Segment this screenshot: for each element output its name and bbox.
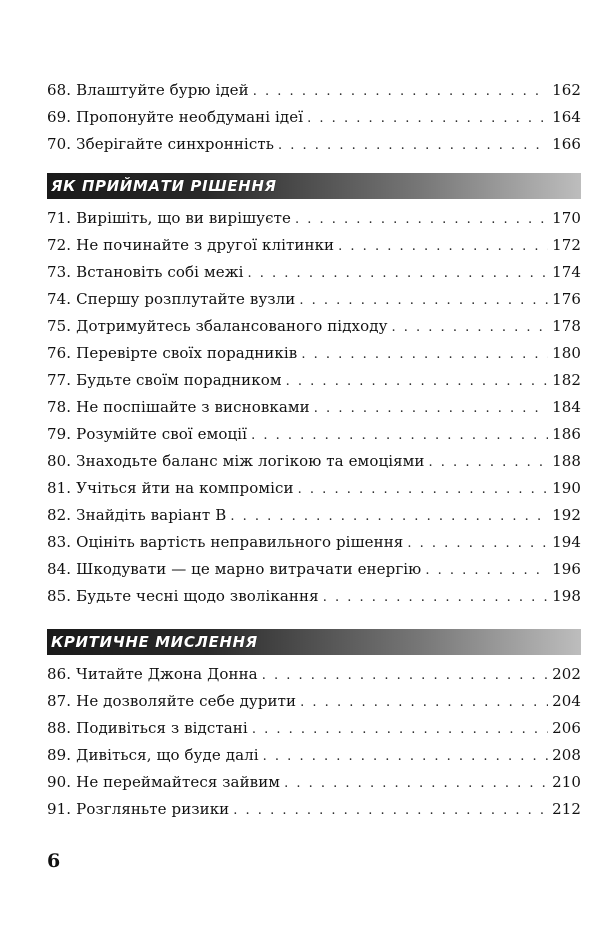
entry-page-number: 198	[552, 587, 581, 605]
dot-leader	[299, 287, 548, 314]
page-number: 6	[47, 850, 61, 872]
toc-entry[interactable]	[47, 529, 581, 556]
entry-page-number: 166	[552, 135, 581, 153]
entry-page-number: 180	[552, 344, 581, 362]
entry-number: 79.	[47, 425, 72, 443]
entry-title: Будьте своїм порадником	[76, 371, 282, 389]
dot-leader	[253, 78, 548, 105]
dot-leader	[323, 584, 548, 611]
entry-page-number: 172	[552, 236, 581, 254]
entry-page-number: 190	[552, 479, 581, 497]
entry-title: Перевірте своїх порадників	[76, 344, 298, 362]
section-title: ЯК ПРИЙМАТИ РІШЕННЯ	[51, 177, 277, 195]
toc-group-critical-thinking	[47, 661, 581, 823]
entry-page-number: 196	[552, 560, 581, 578]
entry-number: 80.	[47, 452, 72, 470]
toc-entry[interactable]	[47, 661, 581, 688]
entry-number: 89.	[47, 746, 72, 764]
entry-page-number: 206	[552, 719, 581, 737]
dot-leader	[295, 206, 548, 233]
dot-leader	[284, 770, 548, 797]
entry-number: 70.	[47, 135, 72, 153]
toc-group-decisions	[47, 205, 581, 610]
toc-entry[interactable]	[47, 232, 581, 259]
entry-number: 91.	[47, 800, 72, 818]
entry-number: 76.	[47, 344, 72, 362]
entry-number: 72.	[47, 236, 72, 254]
dot-leader	[429, 449, 549, 476]
entry-page-number: 208	[552, 746, 581, 764]
toc-entry[interactable]	[47, 394, 581, 421]
entry-number: 83.	[47, 533, 72, 551]
entry-number: 71.	[47, 209, 72, 227]
dot-leader	[252, 716, 548, 743]
entry-title: Не переймайтеся зайвим	[76, 773, 281, 791]
dot-leader	[338, 233, 548, 260]
dot-leader	[262, 662, 548, 689]
section-title: КРИТИЧНЕ МИСЛЕННЯ	[51, 633, 258, 651]
entry-page-number: 202	[552, 665, 581, 683]
entry-page-number: 194	[552, 533, 581, 551]
toc-entry[interactable]	[47, 742, 581, 769]
toc-entry[interactable]	[47, 259, 581, 286]
entry-title: Учіться йти на компроміси	[76, 479, 294, 497]
entry-title: Пропонуйте необдумані ідеї	[76, 108, 304, 126]
entry-number: 84.	[47, 560, 72, 578]
entry-title: Шкодувати — це марно витрачати енергію	[76, 560, 422, 578]
entry-number: 81.	[47, 479, 72, 497]
dot-leader	[298, 476, 548, 503]
entry-page-number: 182	[552, 371, 581, 389]
entry-page-number: 186	[552, 425, 581, 443]
dot-leader	[233, 797, 548, 824]
entry-number: 90.	[47, 773, 72, 791]
toc-group-ideas	[47, 77, 581, 158]
entry-title: Читайте Джона Донна	[76, 665, 258, 683]
entry-number: 78.	[47, 398, 72, 416]
entry-title: Оцініть вартість неправильного рішення	[76, 533, 404, 551]
entry-page-number: 178	[552, 317, 581, 335]
entry-title: Не дозволяйте себе дурити	[76, 692, 297, 710]
toc-entry[interactable]	[47, 205, 581, 232]
dot-leader	[300, 689, 548, 716]
entry-page-number: 192	[552, 506, 581, 524]
entry-number: 74.	[47, 290, 72, 308]
entry-number: 69.	[47, 108, 72, 126]
toc-entry[interactable]	[47, 448, 581, 475]
entry-page-number: 164	[552, 108, 581, 126]
entry-title: Знайдіть варіант B	[76, 506, 227, 524]
dot-leader	[286, 368, 548, 395]
dot-leader	[407, 530, 548, 557]
entry-number: 68.	[47, 81, 72, 99]
entry-title: Встановіть собі межі	[76, 263, 244, 281]
entry-title: Не починайте з другої клітинки	[76, 236, 335, 254]
entry-title: Розумійте свої емоції	[76, 425, 248, 443]
toc-entry[interactable]	[47, 502, 581, 529]
toc-entry[interactable]	[47, 556, 581, 583]
entry-title: Знаходьте баланс між логікою та емоціями	[76, 452, 425, 470]
entry-page-number: 212	[552, 800, 581, 818]
dot-leader	[301, 341, 548, 368]
entry-number: 88.	[47, 719, 72, 737]
dot-leader	[263, 743, 548, 770]
entry-title: Дивіться, що буде далі	[76, 746, 259, 764]
toc-entry[interactable]	[47, 340, 581, 367]
toc-entry[interactable]	[47, 77, 581, 104]
toc-entry[interactable]	[47, 367, 581, 394]
toc-entry[interactable]	[47, 769, 581, 796]
entry-number: 85.	[47, 587, 72, 605]
section-header-decisions	[47, 173, 581, 199]
entry-page-number: 210	[552, 773, 581, 791]
entry-page-number: 176	[552, 290, 581, 308]
entry-page-number: 162	[552, 81, 581, 99]
dot-leader	[278, 132, 548, 159]
entry-number: 73.	[47, 263, 72, 281]
entry-page-number: 184	[552, 398, 581, 416]
entry-title: Розгляньте ризики	[76, 800, 230, 818]
toc-entry[interactable]	[47, 475, 581, 502]
entry-number: 77.	[47, 371, 72, 389]
toc-entry[interactable]	[47, 131, 581, 158]
toc-entry[interactable]	[47, 104, 581, 131]
entry-page-number: 170	[552, 209, 581, 227]
dot-leader	[251, 422, 548, 449]
entry-number: 75.	[47, 317, 72, 335]
toc-entry[interactable]	[47, 313, 581, 340]
entry-title: Будьте чесні щодо зволікання	[76, 587, 319, 605]
entry-page-number: 174	[552, 263, 581, 281]
entry-title: Зберігайте синхронність	[76, 135, 274, 153]
entry-page-number: 204	[552, 692, 581, 710]
dot-leader	[307, 105, 548, 132]
toc-entry[interactable]	[47, 796, 581, 823]
entry-number: 82.	[47, 506, 72, 524]
dot-leader	[425, 557, 548, 584]
entry-title: Вирішіть, що ви вирішуєте	[76, 209, 291, 227]
entry-page-number: 188	[552, 452, 581, 470]
dot-leader	[392, 314, 549, 341]
dot-leader	[230, 503, 548, 530]
dot-leader	[248, 260, 549, 287]
toc-entry[interactable]	[47, 715, 581, 742]
entry-title: Спершу розплутайте вузли	[76, 290, 296, 308]
section-header-critical-thinking	[47, 629, 581, 655]
dot-leader	[314, 395, 548, 422]
entry-title: Не поспішайте з висновками	[76, 398, 310, 416]
entry-title: Подивіться з відстані	[76, 719, 248, 737]
entry-title: Влаштуйте бурю ідей	[76, 81, 249, 99]
entry-number: 87.	[47, 692, 72, 710]
entry-number: 86.	[47, 665, 72, 683]
toc-entry[interactable]	[47, 583, 581, 610]
toc-entry[interactable]	[47, 286, 581, 313]
toc-entry[interactable]	[47, 421, 581, 448]
toc-entry[interactable]	[47, 688, 581, 715]
entry-title: Дотримуйтесь збалансованого підходу	[76, 317, 388, 335]
